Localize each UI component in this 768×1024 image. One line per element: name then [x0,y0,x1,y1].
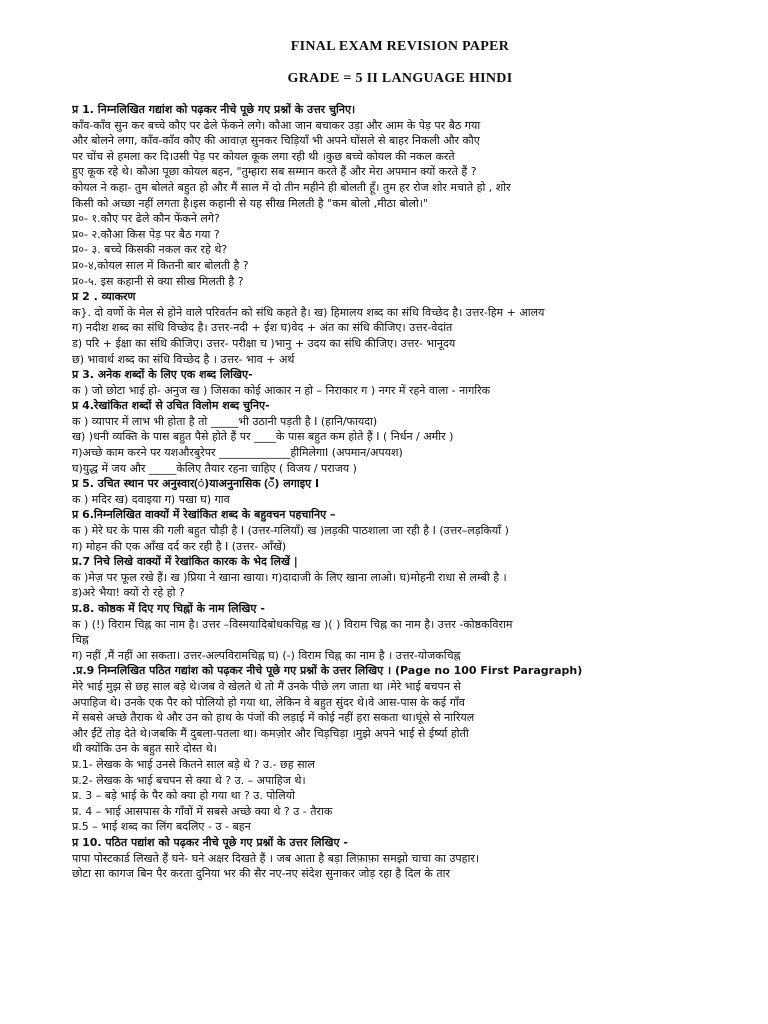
question-heading: प्र 2 . व्याकरण [72,290,136,304]
text-line: ड) परि + ईक्षा का संधि कीजिए। उत्तर- परीक्षा च )भानु + उदय का संधि कीजिए। उत्तर- भानूदय [72,336,456,350]
text-line: हुए कूक रहे थे। कौआ पूछा कोयल बहन, "तुम्हारा सब सम्मान करते हैं और मेरा अपमान क्यों करते हैं ? [72,165,477,179]
text-line: ड)अरे भैया! क्यों रो रहे हो ? [72,586,185,600]
question-heading: प्र 10. पठित पद्यांश को पढ़कर नीचे पूछे गए प्रश्नों के उत्तर लिखिए - [72,835,348,849]
text-line: क ) जो छोटा भाई हो- अनुज ख ) जिसका कोई आकार न हो – निराकार ग ) नगर में रहने वाला - नागरिक [72,383,491,397]
text-line: ग)अच्छे काम करने पर यशऔरबुरेपर _____________हीमिलेगाI (अपमान/अपयश) [72,446,403,460]
text-line: घ)युद्ध में जय और _____केलिए तैयार रहना चाहिए ( विजय / पराजय ) [72,461,357,475]
text-line: छ) भावार्थ शब्द का संधि विच्छेद है । उत्तर- भाव + अर्थ [72,352,295,366]
text-line: ख) )धनी व्यक्ति के पास बहुत पैसे होते हैं पर ____के पास बहुत कम होते हैं I ( निर्धन / अमीर ) [72,430,454,444]
text-line: और ईंटें तोड़ देते थे।जबकि मैं दुबला-पतला था। कमज़ोर और चिड़चिड़ा ।मुझे अपने भाई से ईर्ष्या होती [72,726,469,740]
text-line: प्र. 3 – बड़े भाई के पैर को क्या हो गया था ? उ. पोलियो [72,789,295,803]
text-line: ग) नदीश शब्द का संधि विच्छेद है। उत्तर-नदी + ईश घ)वेद + अंत का संधि कीजिए। उत्तर-वेदांत [72,321,453,335]
text-line: प्र.5 – भाई शब्द का लिंग बदलिए - उ - बहन [72,820,251,834]
question-heading: प्र.8. कोष्ठक में दिए गए चिह्नों के नाम लिखिए - [72,602,265,615]
text-line: थी क्योंकि उन के बहुत सारे दोस्त थे। [72,742,217,756]
question-heading: .प्र.9 निम्नलिखित पठित गद्यांश को पढ़कर नीचे पूछे गए प्रश्नों के उत्तर लिखिए । (Page no 100 First Paragraph) [72,664,583,678]
document-title: FINAL EXAM REVISION PAPER [290,39,510,54]
document-subtitle: GRADE = 5 II LANGUAGE HINDI [287,71,513,86]
text-line: और बोलने लगा, काँव-काँव कौए की आवाज़ सुनकर चिड़ियाँ भी अपने घोंसले से बाहर निकली और कौए [72,134,480,148]
text-line: क ) मदिर ख) दवाइया ग) पखा घ) गाव [72,492,230,506]
text-line: प्र०- ३. बच्चे किसकी नकल कर रहे थे? [72,243,228,257]
question-heading: प्र 6.निम्नलिखित वाक्यों में रेखांकित शब्द के बहुवचन पहचानिए – [72,508,336,522]
question-heading: प्र 4.रेखांकित शब्दों से उचित विलोम शब्द चुनिए- [72,399,270,413]
text-line: प्र.2- लेखक के भाई बचपन से क्या थे ? उ. – अपाहिज थे। [72,773,306,787]
text-line: चिह्न [72,633,89,647]
text-line: क )मेज़ पर फूल रखे हैं। ख )प्रिया ने खाना खाया। ग)दादाजी के लिए खाना लाओ। घ)मोहनी राधा से लम्बी है । [72,570,507,584]
text-line: प्र. 4 – भाई आसपास के गाँवों में सबसे अच्छे क्या थे ? उ - तैराक [72,804,333,818]
text-line: क ) (!) विराम चिह्न का नाम है। उत्तर –विस्मयादिबोधकचिह्न ख )( ) विराम चिह्न का नाम है। उत्तर -कोष्ठकविराम [72,617,513,631]
text-line: प्र०- २.कौआ किस पेड़ पर बैठ गया ? [72,227,220,241]
question-heading: प्र 1. निम्नलिखित गद्यांश को पढ़कर नीचे पूछे गए प्रश्नों के उत्तर चुनिए। [72,103,356,116]
text-line: छोटा सा कागज बिन पैर करता दुनिया भर की सैर नए-नए संदेश सुनाकर जोड़ रहा है दिल के तार [72,867,450,881]
text-line: प्र०-५. इस कहानी से क्या सीख मिलती है ? [72,274,244,288]
text-line: ग) नहीं ,मैं नहीं आ सकता। उत्तर-अल्पविरामचिह्न घ) (-) विराम चिह्न का नाम है । उत्तर-योजकचिह्न [72,648,461,662]
text-line: कोयल ने कहा- तुम बोलते बहुत हो और मैं साल में दो तीन महीने ही बोलती हूँ। तुम हर रोज शोर मचाते हो , शोर [72,180,511,194]
text-line: पर चोंच से हमला कर दि।उसी पेड़ पर कोयल कूक लगा रही थी ।कुछ बच्चे कोयल की नकल करते [72,149,455,163]
text-line: प्र०- १.कौए पर ढेले कौन फेंकने लगे? [72,212,220,226]
text-line: अपाहिज थे। उनके एक पैर को पोलियो हो गया था, लेकिन वे बहुत सुंदर थे।वे आस-पास के कई गाँव [72,695,465,709]
text-line: प्र०-४,कोयल साल में कितनी बार बोलती है ? [72,258,249,272]
text-line: क ) व्यापार में लाभ भी होता है तो _____भी उठानी पड़ती है I (हानि/फायदा) [72,414,378,428]
text-line: काँव-काँव सुन कर बच्चे कौए पर ढेले फेंकने लगे। कौआ जान बचाकर उड़ा और आम के पेड़ पर बैठ गया [72,118,481,132]
document-body [72,102,728,882]
question-heading: प्र.7 निचे लिखे वाक्यों में रेखांकित कारक के भेद लिखें | [72,555,298,569]
text-line: क ) मेरे घर के पास की गली बहुत चौड़ी है I (उत्तर-गलियाँ) ख )लड़की पाठशाला जा रही है I (उत्तर–लड़कियाँ ) [72,524,509,538]
text-line: प्र.1- लेखक के भाई उनसे कितने साल बड़े थे ? उ.- छह साल [72,757,315,771]
question-heading: प्र 5. उचित स्थान पर अनुस्वार(ं)याअनुनासिक (ँ) लगाइए I [72,477,320,491]
text-line: में सबसे अच्छे तैराक थे और उन को हाथ के पंजों की लड़ाई में कोई नहीं हरा सकता था।घूंसे से नारियल [72,711,475,725]
text-line: ग) मोहन की एक आँख दर्द कर रही है I (उत्तर- आँखें) [72,539,287,553]
question-heading: प्र 3. अनेक शब्दों के लिए एक शब्द लिखिए- [72,368,253,382]
text-line: किसी को अच्छा नहीं लगता है।इस कहानी से यह सीख मिलती है "कम बोलो ,मीठा बोलो।" [72,196,428,210]
text-line: पापा पोस्टकार्ड लिखते हैं घने- घने अक्षर दिखते हैं । जब आता है बड़ा लिफ़ाफ़ा समझो चाचा का उपहार। [72,851,479,865]
text-line: मेरे भाई मुझ से छह साल बड़े थे।जब वे खेलते थे तो मैं उनके पीछे लग जाता था ।मेरे भाई बचपन से [72,679,461,693]
text-line: क}. दो वर्णो के मेल से होने वाले परिवर्तन को संधि कहते है। ख) हिमालय शब्द का संधि विच्छेद है। उत्तर-हिम + आलय [72,305,545,319]
